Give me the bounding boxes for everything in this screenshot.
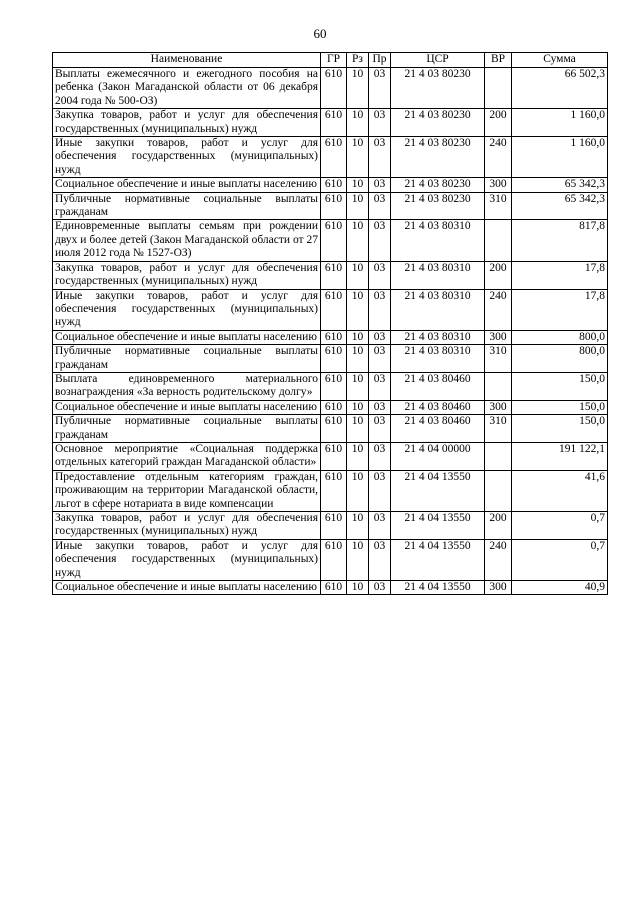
cell-sum: 800,0 <box>512 330 608 344</box>
cell-gr: 610 <box>321 137 347 178</box>
cell-csr: 21 4 03 80310 <box>391 345 485 373</box>
header-csr: ЦСР <box>391 53 485 68</box>
cell-sum: 0,7 <box>512 539 608 580</box>
cell-csr: 21 4 04 13550 <box>391 470 485 511</box>
header-sum: Сумма <box>512 53 608 68</box>
cell-gr: 610 <box>321 109 347 137</box>
header-rz: Рз <box>347 53 369 68</box>
cell-csr: 21 4 03 80230 <box>391 178 485 192</box>
table-row <box>53 192 608 220</box>
cell-sum: 65 342,3 <box>512 192 608 220</box>
cell-pr: 03 <box>369 442 391 470</box>
table-row <box>53 330 608 344</box>
header-pr: Пр <box>369 53 391 68</box>
cell-name: Иные закупки товаров, работ и услуг для обеспечения государственных (муниципальных) нужд <box>53 137 321 178</box>
cell-pr: 03 <box>369 109 391 137</box>
cell-sum: 150,0 <box>512 415 608 443</box>
cell-name: Социальное обеспечение и иные выплаты населению <box>53 581 321 595</box>
cell-rz: 10 <box>347 345 369 373</box>
cell-pr: 03 <box>369 400 391 414</box>
table-row <box>53 178 608 192</box>
cell-name: Иные закупки товаров, работ и услуг для обеспечения государственных (муниципальных) нужд <box>53 289 321 330</box>
cell-vr <box>485 220 512 261</box>
cell-vr: 240 <box>485 137 512 178</box>
table-row <box>53 415 608 443</box>
cell-pr: 03 <box>369 289 391 330</box>
cell-sum: 817,8 <box>512 220 608 261</box>
cell-gr: 610 <box>321 289 347 330</box>
cell-pr: 03 <box>369 539 391 580</box>
cell-gr: 610 <box>321 220 347 261</box>
cell-vr <box>485 372 512 400</box>
cell-sum: 0,7 <box>512 512 608 540</box>
cell-rz: 10 <box>347 109 369 137</box>
cell-gr: 610 <box>321 261 347 289</box>
cell-csr: 21 4 03 80310 <box>391 330 485 344</box>
header-vr: ВР <box>485 53 512 68</box>
cell-rz: 10 <box>347 372 369 400</box>
cell-csr: 21 4 03 80310 <box>391 289 485 330</box>
cell-csr: 21 4 03 80460 <box>391 415 485 443</box>
cell-name: Публичные нормативные социальные выплаты гражданам <box>53 415 321 443</box>
cell-rz: 10 <box>347 415 369 443</box>
cell-rz: 10 <box>347 512 369 540</box>
cell-sum: 191 122,1 <box>512 442 608 470</box>
table-row <box>53 68 608 109</box>
cell-name: Закупка товаров, работ и услуг для обеспечения государственных (муниципальных) нужд <box>53 261 321 289</box>
cell-name: Закупка товаров, работ и услуг для обеспечения государственных (муниципальных) нужд <box>53 512 321 540</box>
cell-sum: 41,6 <box>512 470 608 511</box>
cell-pr: 03 <box>369 415 391 443</box>
cell-csr: 21 4 03 80230 <box>391 137 485 178</box>
cell-pr: 03 <box>369 68 391 109</box>
cell-name: Публичные нормативные социальные выплаты гражданам <box>53 345 321 373</box>
cell-pr: 03 <box>369 512 391 540</box>
cell-csr: 21 4 04 13550 <box>391 539 485 580</box>
cell-sum: 1 160,0 <box>512 109 608 137</box>
cell-vr <box>485 442 512 470</box>
cell-csr: 21 4 03 80230 <box>391 109 485 137</box>
table-row <box>53 289 608 330</box>
cell-rz: 10 <box>347 261 369 289</box>
cell-rz: 10 <box>347 400 369 414</box>
cell-rz: 10 <box>347 220 369 261</box>
cell-pr: 03 <box>369 178 391 192</box>
cell-gr: 610 <box>321 512 347 540</box>
cell-csr: 21 4 03 80310 <box>391 220 485 261</box>
cell-rz: 10 <box>347 581 369 595</box>
table-row <box>53 137 608 178</box>
table-row <box>53 220 608 261</box>
cell-rz: 10 <box>347 137 369 178</box>
cell-pr: 03 <box>369 372 391 400</box>
cell-pr: 03 <box>369 470 391 511</box>
cell-name: Социальное обеспечение и иные выплаты населению <box>53 400 321 414</box>
cell-gr: 610 <box>321 345 347 373</box>
cell-sum: 17,8 <box>512 289 608 330</box>
cell-sum: 40,9 <box>512 581 608 595</box>
cell-pr: 03 <box>369 261 391 289</box>
table-row <box>53 470 608 511</box>
cell-rz: 10 <box>347 192 369 220</box>
cell-vr: 310 <box>485 415 512 443</box>
cell-rz: 10 <box>347 442 369 470</box>
cell-rz: 10 <box>347 330 369 344</box>
cell-pr: 03 <box>369 330 391 344</box>
cell-name: Социальное обеспечение и иные выплаты населению <box>53 330 321 344</box>
cell-gr: 610 <box>321 581 347 595</box>
budget-table <box>52 52 608 595</box>
table-row <box>53 442 608 470</box>
cell-vr: 240 <box>485 539 512 580</box>
cell-sum: 800,0 <box>512 345 608 373</box>
table-row <box>53 109 608 137</box>
cell-pr: 03 <box>369 137 391 178</box>
cell-pr: 03 <box>369 345 391 373</box>
cell-csr: 21 4 03 80310 <box>391 261 485 289</box>
cell-name: Закупка товаров, работ и услуг для обеспечения государственных (муниципальных) нужд <box>53 109 321 137</box>
page-number: 60 <box>313 26 327 41</box>
cell-vr <box>485 470 512 511</box>
cell-sum: 1 160,0 <box>512 137 608 178</box>
cell-sum: 66 502,3 <box>512 68 608 109</box>
cell-name: Иные закупки товаров, работ и услуг для обеспечения государственных (муниципальных) нужд <box>53 539 321 580</box>
cell-gr: 610 <box>321 442 347 470</box>
cell-csr: 21 4 03 80230 <box>391 68 485 109</box>
cell-name: Выплаты ежемесячного и ежегодного пособия на ребенка (Закон Магаданской области от 06 декабря 2004 года № 500-ОЗ) <box>53 68 321 109</box>
cell-sum: 17,8 <box>512 261 608 289</box>
cell-name: Единовременные выплаты семьям при рождении двух и более детей (Закон Магаданской области от 27 июля 2012 года № 1527-ОЗ) <box>53 220 321 261</box>
cell-vr: 300 <box>485 581 512 595</box>
cell-rz: 10 <box>347 539 369 580</box>
cell-csr: 21 4 04 13550 <box>391 512 485 540</box>
cell-gr: 610 <box>321 400 347 414</box>
table-row <box>53 372 608 400</box>
cell-gr: 610 <box>321 372 347 400</box>
cell-vr: 200 <box>485 261 512 289</box>
table-row <box>53 512 608 540</box>
cell-rz: 10 <box>347 178 369 192</box>
cell-rz: 10 <box>347 470 369 511</box>
cell-sum: 65 342,3 <box>512 178 608 192</box>
table-row <box>53 581 608 595</box>
cell-vr: 310 <box>485 345 512 373</box>
cell-vr: 200 <box>485 109 512 137</box>
header-row <box>53 53 608 68</box>
header-gr: ГР <box>321 53 347 68</box>
cell-sum: 150,0 <box>512 372 608 400</box>
cell-pr: 03 <box>369 581 391 595</box>
cell-gr: 610 <box>321 330 347 344</box>
cell-vr: 300 <box>485 400 512 414</box>
cell-csr: 21 4 04 00000 <box>391 442 485 470</box>
cell-gr: 610 <box>321 415 347 443</box>
header-name: Наименование <box>53 53 321 68</box>
cell-name: Публичные нормативные социальные выплаты гражданам <box>53 192 321 220</box>
cell-gr: 610 <box>321 178 347 192</box>
cell-rz: 10 <box>347 289 369 330</box>
cell-csr: 21 4 04 13550 <box>391 581 485 595</box>
cell-csr: 21 4 03 80460 <box>391 372 485 400</box>
cell-csr: 21 4 03 80230 <box>391 192 485 220</box>
cell-vr: 240 <box>485 289 512 330</box>
cell-pr: 03 <box>369 220 391 261</box>
cell-gr: 610 <box>321 470 347 511</box>
cell-vr: 300 <box>485 330 512 344</box>
table-row <box>53 261 608 289</box>
cell-gr: 610 <box>321 192 347 220</box>
cell-rz: 10 <box>347 68 369 109</box>
cell-vr: 300 <box>485 178 512 192</box>
cell-gr: 610 <box>321 68 347 109</box>
cell-vr: 310 <box>485 192 512 220</box>
table-row <box>53 345 608 373</box>
cell-vr: 200 <box>485 512 512 540</box>
cell-name: Социальное обеспечение и иные выплаты населению <box>53 178 321 192</box>
cell-csr: 21 4 03 80460 <box>391 400 485 414</box>
cell-pr: 03 <box>369 192 391 220</box>
cell-name: Выплата единовременного материального вознаграждения «За верность родительскому долгу» <box>53 372 321 400</box>
cell-vr <box>485 68 512 109</box>
cell-sum: 150,0 <box>512 400 608 414</box>
cell-name: Предоставление отдельным категориям граждан, проживающим на территории Магаданской области, льгот в сфере нотариата в виде компенсации <box>53 470 321 511</box>
table-row <box>53 539 608 580</box>
table-row <box>53 400 608 414</box>
cell-gr: 610 <box>321 539 347 580</box>
cell-name: Основное мероприятие «Социальная поддержка отдельных категорий граждан Магаданской области» <box>53 442 321 470</box>
